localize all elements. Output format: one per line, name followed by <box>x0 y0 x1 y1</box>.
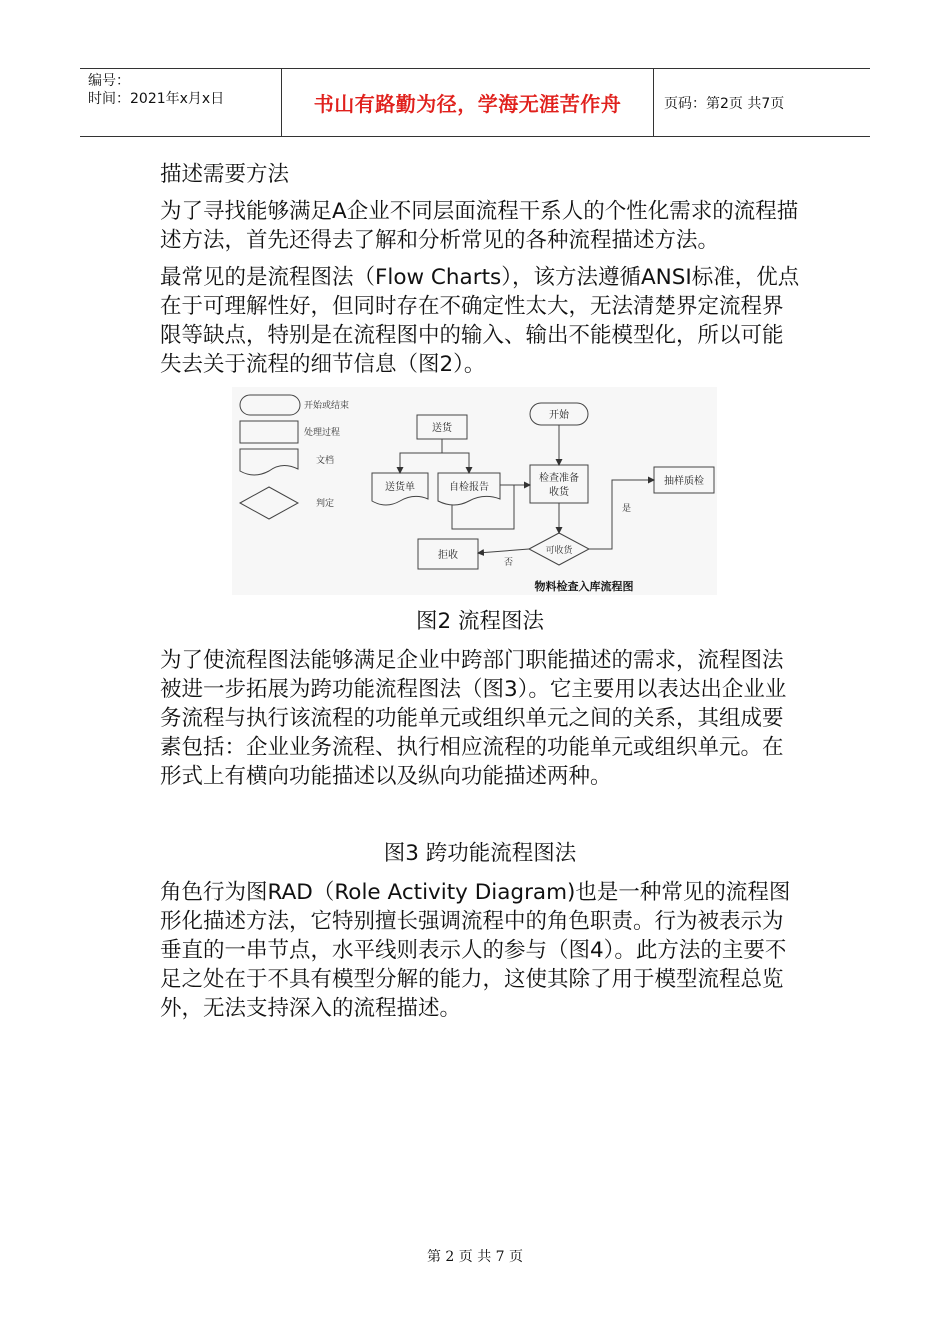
figure-2-caption: 图2 流程图法 <box>415 609 544 634</box>
edge-no-label: 否 <box>504 558 514 568</box>
page-footer: 第 2 页 共 7 页 <box>426 1249 524 1265</box>
figure-title: 物料检查入库流程图 <box>534 580 634 593</box>
legend-terminal-label: 开始或结束 <box>304 401 350 411</box>
node-decision-label: 可收货 <box>545 546 573 556</box>
node-reject-label: 拒收 <box>438 550 458 561</box>
document-number: 编号： <box>88 73 130 89</box>
node-inspect-label-2: 收货 <box>549 487 569 498</box>
legend-terminal-shape <box>240 395 300 415</box>
header-page-cell <box>654 69 870 136</box>
legend-decision-shape <box>240 487 298 519</box>
paragraph-cross-functional: 为了使流程图法能够满足企业中跨部门职能描述的需求，流程图法被进一步拓展为跨功能流程图法（图3）。它主要用以表达出企业业务流程与执行该流程的功能单元或组织单元之间的关系，其组成要素包括：企业业务流程、执行相应流程的功能单元或组织单元。在形式上有横向功能描述以及纵向功能描述两种。 <box>160 648 787 789</box>
legend-process-shape <box>240 421 298 443</box>
node-self-report-label: 自检报告 <box>449 482 489 493</box>
legend-document-label: 文档 <box>316 456 335 466</box>
paragraph-flowchart: 最常见的是流程图法（Flow Charts），该方法遵循ANSI标准，优点在于可理解性好，但同时存在不确定性太大，无法清楚界定流程界限等缺点，特别是在流程图中的输入、输出不能模型化，所以可能失去关于流程的细节信息（图2）。 <box>160 265 800 377</box>
node-deliver-label: 送货 <box>432 423 452 434</box>
legend-document-shape <box>240 449 298 475</box>
page-code: 页码：第2页 共7页 <box>664 95 785 112</box>
legend-process-label: 处理过程 <box>304 428 341 438</box>
edge-decision-yes <box>589 480 654 549</box>
header-info-cell <box>80 69 282 136</box>
document-date: 时间：2021年x月x日 <box>88 91 225 107</box>
header-motto-cell <box>282 69 654 136</box>
figure-3-caption: 图3 跨功能流程图法 <box>383 841 577 866</box>
edge-deliver-note <box>400 439 442 473</box>
flowchart-svg <box>232 387 717 595</box>
page-header <box>80 68 870 137</box>
edge-yes-label: 是 <box>622 504 632 514</box>
node-inspect-label-1: 检查准备 <box>539 473 579 484</box>
paragraph-heading: 描述需要方法 <box>160 162 290 187</box>
paragraph-intro: 为了寻找能够满足A企业不同层面流程干系人的个性化需求的流程描述方法，首先还得去了解和分析常见的各种流程描述方法。 <box>160 199 799 253</box>
edge-deliver-report <box>442 453 469 473</box>
document-body <box>160 160 800 1031</box>
edge-decision-no <box>478 549 529 553</box>
figure-2-flowchart <box>232 387 717 595</box>
motto-text: 书山有路勤为径，学海无涯苦作舟 <box>313 92 622 116</box>
node-delivery-note-label: 送货单 <box>385 482 415 493</box>
legend-decision-label: 判定 <box>316 499 335 509</box>
node-start-label: 开始 <box>549 410 569 421</box>
paragraph-rad: 角色行为图RAD（Role Activity Diagram)也是一种常见的流程图形化描述方法，它特别擅长强调流程中的角色职责。行为被表示为垂直的一串节点，水平线则表示人的参与（图4）。此方法的主要不足之处在于不具有模型分解的能力，这使其除了用于模型流程总览外，无法支持深入的流程描述。 <box>160 880 791 1021</box>
node-sample-label: 抽样质检 <box>664 476 704 487</box>
